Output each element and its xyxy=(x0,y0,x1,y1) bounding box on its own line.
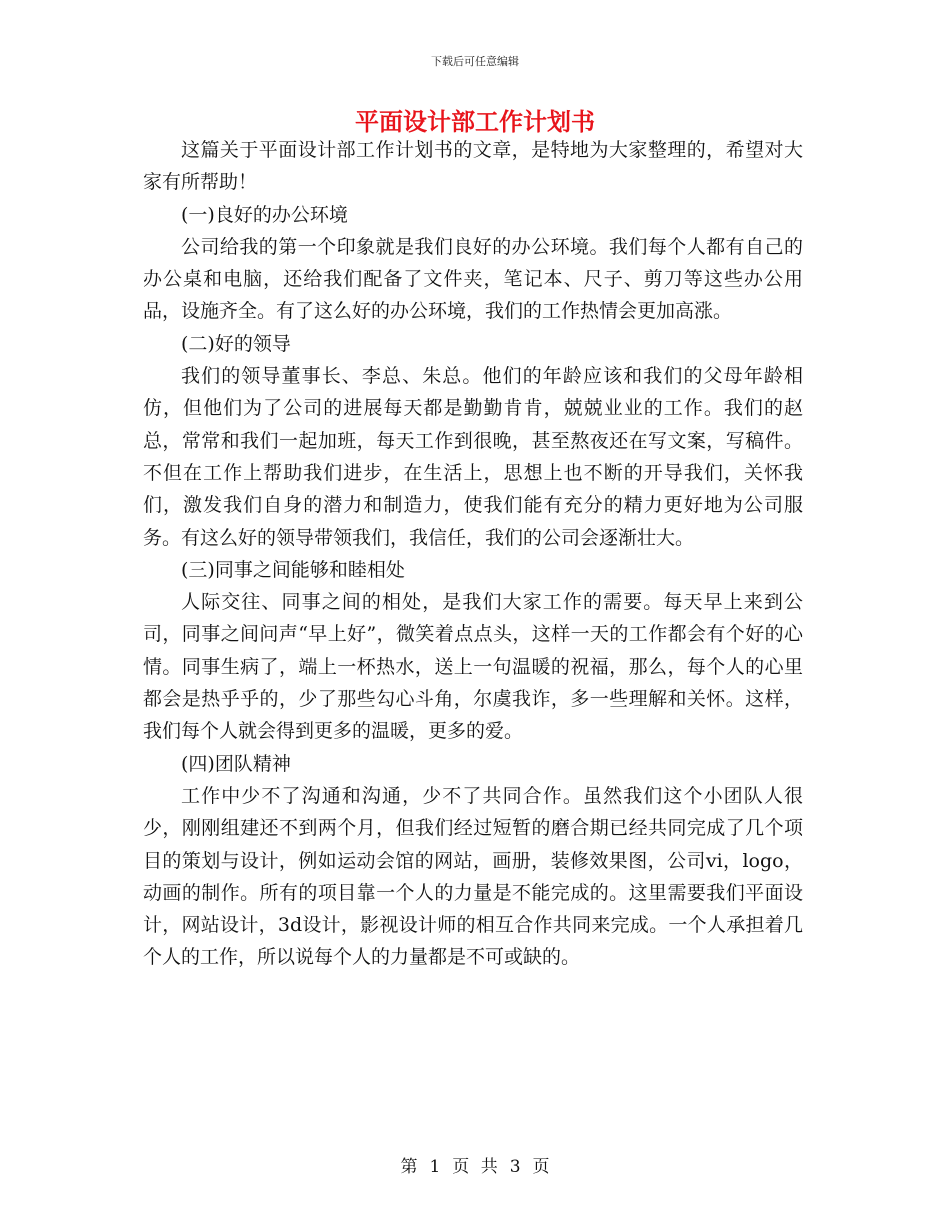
footer-page-number: 1 xyxy=(429,1157,441,1177)
section-paragraph-2: 我们的领导董事长、李总、朱总。他们的年龄应该和我们的父母年龄相仿，但他们为了公司的进展每天都是勤勤肯肯，兢兢业业的工作。我们的赵总，常常和我们一起加班，每天工作到很晚，甚至熬夜还在写文案，写稿件。不但在工作上帮助我们进步，在生活上，思想上也不断的开导我们，关怀我们，激发我们自身的潜力和制造力，使我们能有充分的精力更好地为公司服务。有这么好的领导带领我们，我信任，我们的公司会逐渐壮大。 xyxy=(143,365,803,549)
footer-total-pages: 3 xyxy=(509,1157,521,1177)
footer-prefix: 第 xyxy=(400,1157,418,1177)
intro-paragraph: 这篇关于平面设计部工作计划书的文章，是特地为大家整理的，希望对大家有所帮助！ xyxy=(143,139,803,194)
footer-middle: 页 共 xyxy=(452,1157,498,1177)
footer-suffix: 页 xyxy=(532,1157,550,1177)
section-paragraph-4: 工作中少不了沟通和沟通，少不了共同合作。虽然我们这个小团队人很少，刚刚组建还不到两个月，但我们经过短暂的磨合期已经共同完成了几个项目的策划与设计，例如运动会馆的网站，画册，装修效果图，公司vi，logo，动画的制作。所有的项目靠一个人的力量是不能完成的。这里需要我们平面设计，网站设计，3d设计，影视设计师的相互合作共同来完成。一个人承担着几个人的工作，所以说每个人的力量都是不可或缺的。 xyxy=(143,784,803,969)
section-paragraph-3: 人际交往、同事之间的相处，是我们大家工作的需要。每天早上来到公司，同事之间问声“早上好”，微笑着点点头，这样一天的工作都会有个好的心情。同事生病了，端上一杯热水，送上一句温暖的祝福，那么，每个人的心里都会是热乎乎的，少了那些勾心斗角，尔虞我诈，多一些理解和关怀。这样，我们每个人就会得到更多的温暖，更多的爱。 xyxy=(143,591,803,743)
section-heading-4: (四)团队精神 xyxy=(181,752,291,775)
section-heading-3: (三)同事之间能够和睦相处 xyxy=(181,558,405,581)
section-paragraph-1: 公司给我的第一个印象就是我们良好的办公环境。我们每个人都有自己的办公桌和电脑，还给我们配备了文件夹，笔记本、尺子、剪刀等这些办公用品，设施齐全。有了这么好的办公环境，我们的工作热情会更加高涨。 xyxy=(143,235,803,323)
page-footer xyxy=(0,1152,950,1177)
section-heading-1: (一)良好的办公环境 xyxy=(181,203,348,226)
document-body xyxy=(143,134,803,974)
header-note: 下载后可任意编辑 xyxy=(431,55,519,68)
section-heading-2: (二)好的领导 xyxy=(181,332,291,355)
document-title: 平面设计部工作计划书 xyxy=(355,107,595,136)
